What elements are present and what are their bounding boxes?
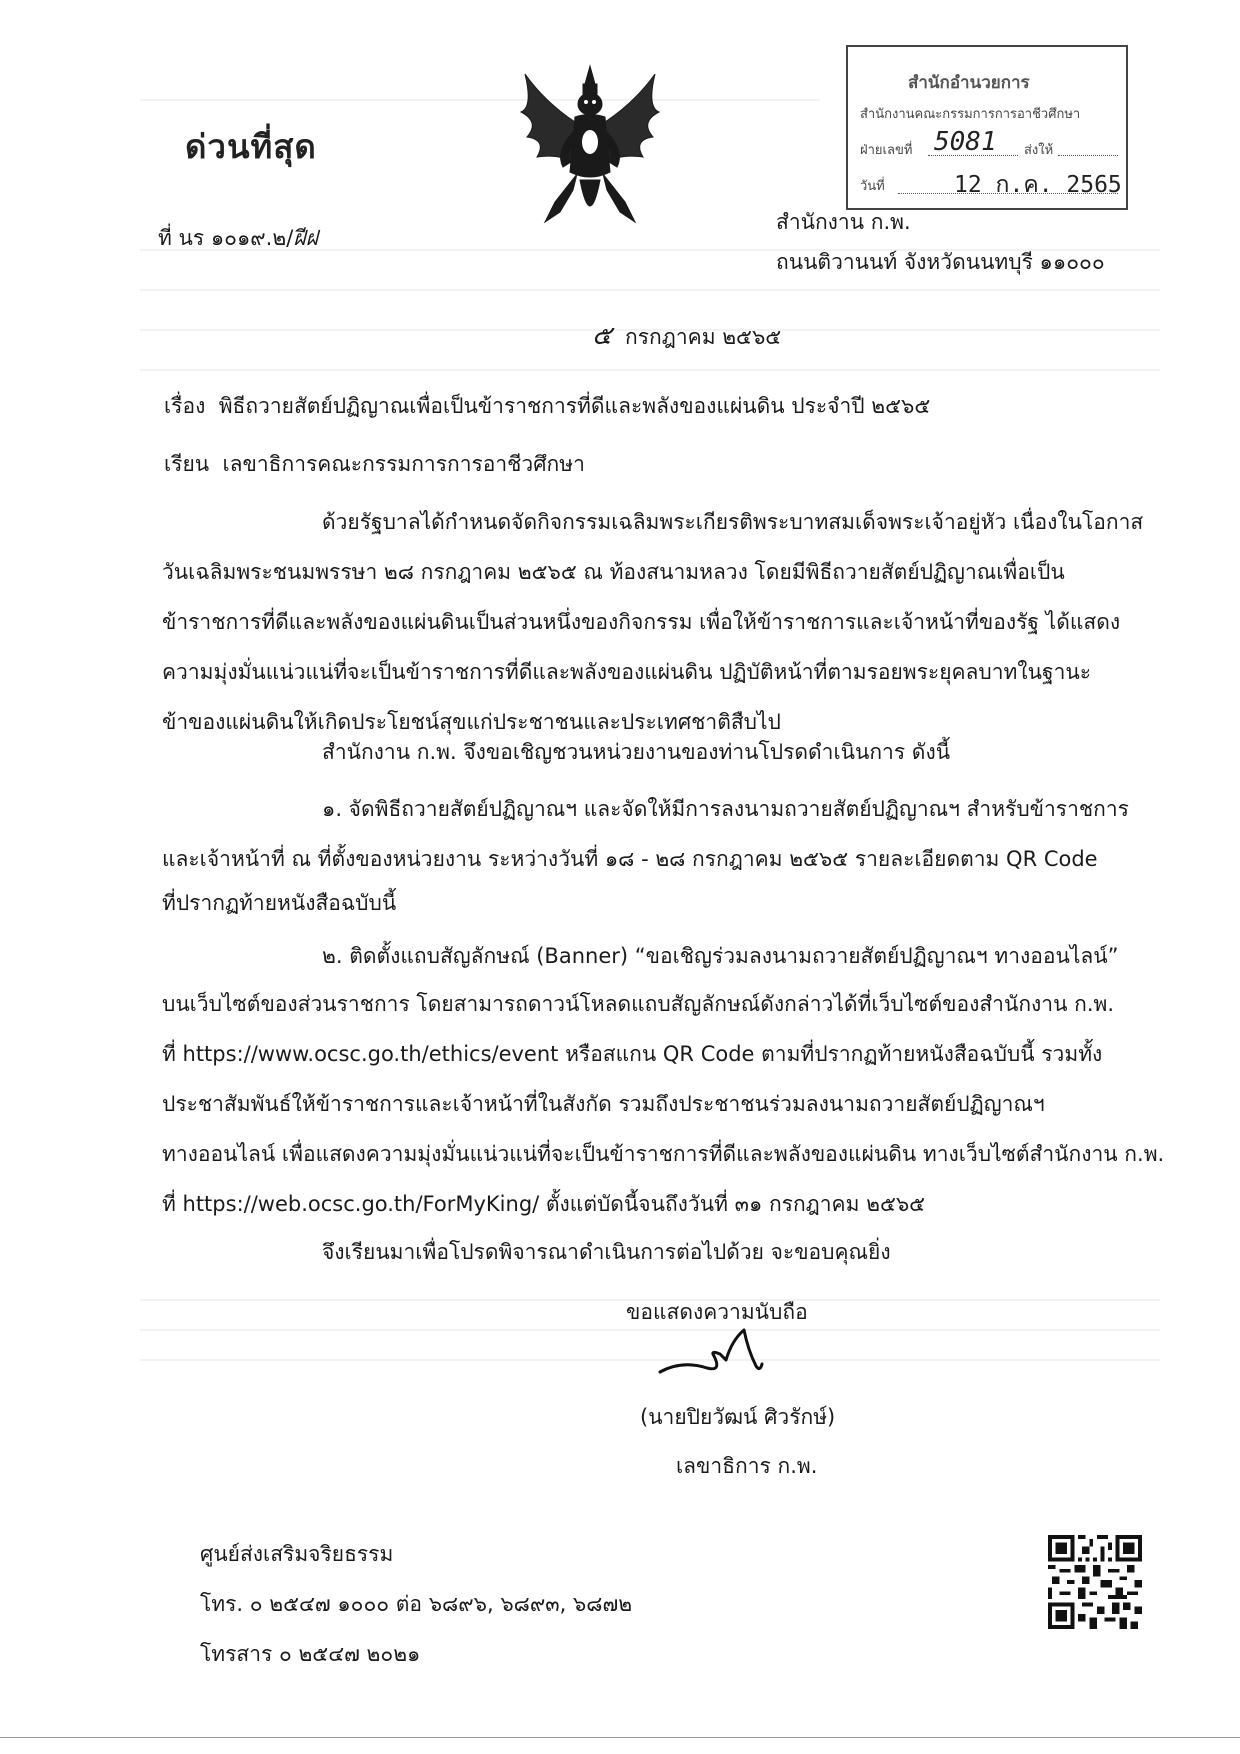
stamp-dotted-line bbox=[1058, 155, 1118, 156]
body-p2: สำนักงาน ก.พ. จึงขอเชิญชวนหน่วยงานของท่านโปรดดำเนินการ ดังนี้ bbox=[322, 740, 951, 764]
signatory-name: (นายปิยวัฒน์ ศิวรักษ์) bbox=[640, 1405, 836, 1429]
qr-code-icon bbox=[1048, 1535, 1142, 1629]
letter-date bbox=[592, 322, 781, 351]
stamp-subtitle: สำนักงานคณะกรรมการการอาชีวศึกษา bbox=[860, 107, 1081, 122]
subject-text: พิธีถวายสัตย์ปฏิญาณเพื่อเป็นข้าราชการที่ดีและพลังของแผ่นดิน ประจำปี ๒๕๖๕ bbox=[218, 394, 931, 418]
scan-edge-line bbox=[0, 1737, 1240, 1738]
reference-handwritten: ฝีฝ bbox=[293, 226, 318, 250]
closing-line: จึงเรียนมาเพื่อโปรดพิจารณาดำเนินการต่อไปด้วย จะขอบคุณยิ่ง bbox=[322, 1240, 891, 1264]
recipient-label: เรียน bbox=[164, 452, 210, 476]
footer-tel: โทร. ๐ ๒๕๔๗ ๑๐๐๐ ต่อ ๖๘๙๖, ๖๘๙๓, ๖๘๗๒ bbox=[200, 1592, 633, 1616]
item2-line: ที่ https://web.ocsc.go.th/ForMyKing/ ตั้งแต่บัดนี้จนถึงวันที่ ๓๑ กรกฎาคม ๒๕๖๕ bbox=[162, 1192, 926, 1216]
date-month-year: กรกฎาคม ๒๕๖๕ bbox=[625, 325, 782, 349]
date-day: ๕ bbox=[592, 321, 612, 351]
footer-unit: ศูนย์ส่งเสริมจริยธรรม bbox=[200, 1542, 394, 1566]
body-p1-line: ด้วยรัฐบาลได้กำหนดจัดกิจกรรมเฉลิมพระเกียรติพระบาทสมเด็จพระเจ้าอยู่หัว เนื่องในโอกาส bbox=[322, 510, 1144, 534]
item1-line: ที่ปรากฏท้ายหนังสือฉบับนี้ bbox=[162, 891, 397, 915]
sender-org: สำนักงาน ก.พ. bbox=[776, 210, 911, 234]
garuda-emblem-icon bbox=[515, 62, 665, 237]
footer-fax: โทรสาร ๐ ๒๕๔๗ ๒๐๒๑ bbox=[200, 1642, 421, 1666]
item1-line: ๑. จัดพิธีถวายสัตย์ปฏิญาณฯ และจัดให้มีการลงนามถวายสัตย์ปฏิญาณฯ สำหรับข้าราชการ bbox=[322, 797, 1129, 821]
handwritten-signature bbox=[652, 1320, 802, 1390]
stamp-date-label: วันที่ bbox=[860, 179, 885, 194]
item1-line: และเจ้าหน้าที่ ณ ที่ตั้งของหน่วยงาน ระหว่างวันที่ ๑๘ - ๒๘ กรกฎาคม ๒๕๖๕ รายละเอียดตาม QR Code bbox=[162, 847, 1098, 871]
item2-line: ที่ https://www.ocsc.go.th/ethics/event หรือสแกน QR Code ตามที่ปรากฏท้ายหนังสือฉบับนี้ รวมทั้ง bbox=[162, 1042, 1103, 1066]
item2-line: ประชาสัมพันธ์ให้ข้าราชการและเจ้าหน้าที่ในสังกัด รวมถึงประชาชนร่วมลงนามถวายสัตย์ปฏิญาณฯ bbox=[162, 1092, 1045, 1116]
item2-line: บนเว็บไซต์ของส่วนราชการ โดยสามารถดาวน์โหลดแถบสัญลักษณ์ดังกล่าวได้ที่เว็บไซต์ของสำนักงาน ก.พ. bbox=[162, 992, 1115, 1016]
recipient-text: เลขาธิการคณะกรรมการการอาชีวศึกษา bbox=[222, 452, 585, 476]
stamp-dotted-line bbox=[898, 193, 1118, 194]
stamp-recv-number: 5081 bbox=[934, 127, 997, 157]
signatory-position: เลขาธิการ ก.พ. bbox=[676, 1454, 818, 1478]
reference-prefix: ที่ นร ๑๐๑๙.๒/ bbox=[158, 226, 294, 250]
body-p1-line: ความมุ่งมั่นแน่วแน่ที่จะเป็นข้าราชการที่ดีและพลังของแผ่นดิน ปฏิบัติหน้าที่ตามรอยพระยุคลบาทในฐานะ bbox=[162, 660, 1092, 684]
recipient-line bbox=[164, 450, 585, 478]
subject-label: เรื่อง bbox=[164, 394, 206, 418]
stamp-title: สำนักอำนวยการ bbox=[908, 73, 1030, 93]
regards-text: ขอแสดงความนับถือ bbox=[626, 1300, 808, 1324]
body-p1-line: ข้าของแผ่นดินให้เกิดประโยชน์สุขแก่ประชาชนและประเทศชาติสืบไป bbox=[162, 710, 781, 734]
stamp-recv-label: ฝ่ายเลขที่ bbox=[860, 143, 913, 158]
reference-number bbox=[158, 224, 318, 252]
urgency-label: ด่วนที่สุด bbox=[185, 127, 317, 166]
stamp-date-value: 12 ก.ค. 2565 bbox=[954, 172, 1122, 198]
subject-line bbox=[164, 392, 930, 420]
sender-address: ถนนติวานนท์ จังหวัดนนทบุรี ๑๑๐๐๐ bbox=[776, 250, 1105, 274]
item2-line: ทางออนไลน์ เพื่อแสดงความมุ่งมั่นแน่วแน่ที่จะเป็นข้าราชการที่ดีและพลังของแผ่นดิน ทางเว็บไซต์สำนักงาน ก.พ. bbox=[162, 1142, 1165, 1166]
body-p1-line: วันเฉลิมพระชนมพรรษา ๒๘ กรกฎาคม ๒๕๖๕ ณ ท้องสนามหลวง โดยมีพิธีถวายสัตย์ปฏิญาณเพื่อเป็น bbox=[162, 560, 1065, 584]
body-p1-line: ข้าราชการที่ดีและพลังของแผ่นดินเป็นส่วนหนึ่งของกิจกรรม เพื่อให้ข้าราชการและเจ้าหน้าที่ของรัฐ ได้แสดง bbox=[162, 610, 1121, 634]
receiving-stamp bbox=[846, 45, 1128, 210]
stamp-dept-label: ส่งให้ bbox=[1024, 143, 1054, 158]
item2-line: ๒. ติดตั้งแถบสัญลักษณ์ (Banner) “ขอเชิญร่วมลงนามถวายสัตย์ปฏิญาณฯ ทางออนไลน์” bbox=[322, 944, 1119, 968]
